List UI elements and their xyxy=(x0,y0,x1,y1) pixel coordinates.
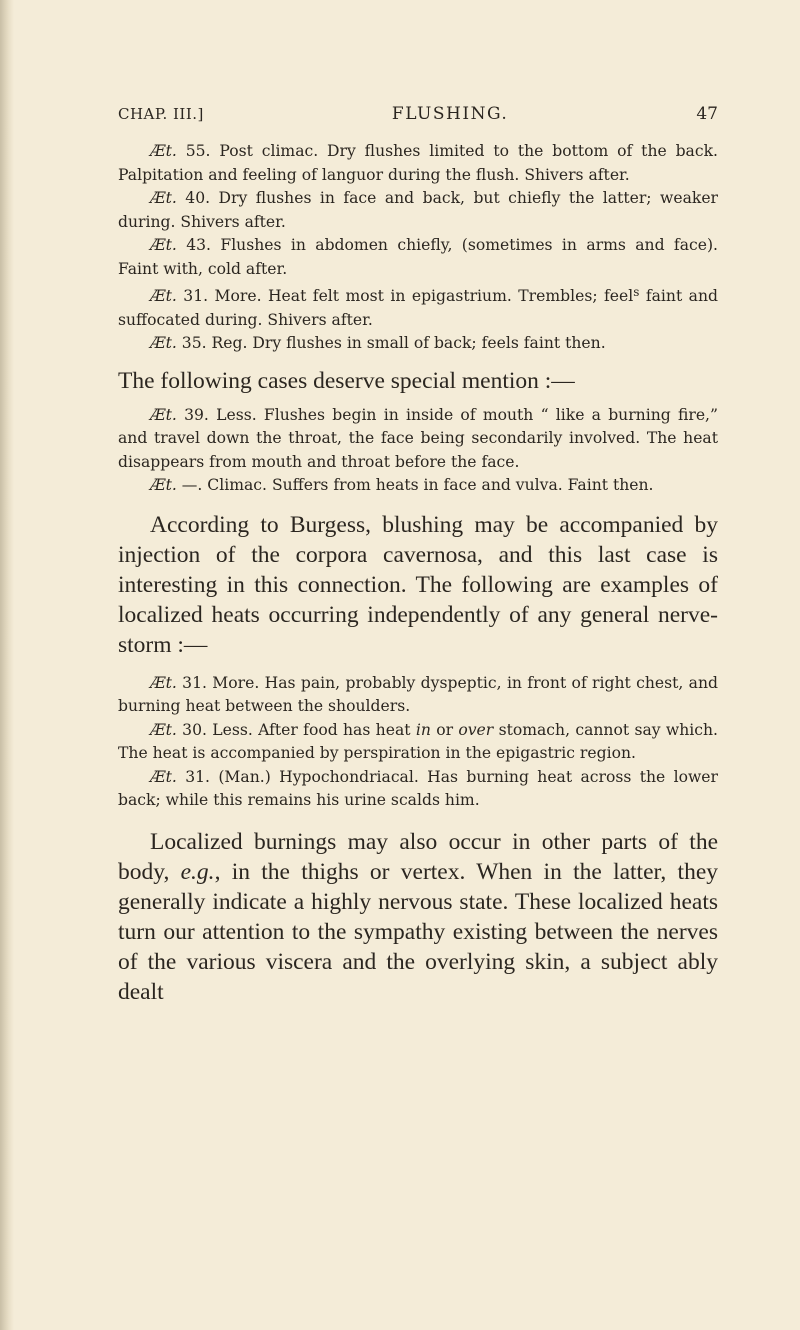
case-tag: Æt. xyxy=(150,142,177,160)
case-tag: Æt. xyxy=(150,405,177,424)
case-text: 55. Post climac. Dry flushes limited to the bottom of the back. Palpitation and feeling of languor during the flush. Shivers after. xyxy=(118,142,718,184)
page-binding-shadow xyxy=(0,0,14,1330)
case-text: 43. Flushes in abdomen chiefly, (sometimes in arms and face). Faint with, cold after. xyxy=(118,236,718,278)
case-text: 30. Less. After food has heat xyxy=(176,720,416,739)
case-text-sup: s xyxy=(633,285,640,299)
case-tag: Æt. xyxy=(150,476,177,494)
case-text: faint and suffocated during. Shivers after. xyxy=(118,287,718,329)
case-entry xyxy=(118,140,718,187)
page-number: 47 xyxy=(696,104,718,124)
case-text: or xyxy=(430,720,459,739)
case-tag: Æt. xyxy=(150,236,177,254)
running-header xyxy=(118,104,718,130)
case-entry xyxy=(118,474,718,498)
case-entry xyxy=(118,281,718,332)
paragraph-emphasis: e.g. xyxy=(180,858,215,885)
case-tag: Æt. xyxy=(150,189,177,207)
case-list-1 xyxy=(118,140,718,356)
paragraph-text: Localized burnings may also occur in other parts of the body, xyxy=(118,828,718,885)
case-text: 39. Less. Flushes begin in inside of mouth “ like a burning fire,” and travel down the throat, the face being secondarily involved. The heat disappears from mouth and throat before the face. xyxy=(118,405,718,471)
case-tag: Æt. xyxy=(150,334,177,352)
case-entry xyxy=(118,404,718,475)
case-text: stomach, cannot say which. The heat is accompanied by perspiration in the epigastric region. xyxy=(118,720,718,762)
case-emphasis: over xyxy=(458,720,494,739)
case-entry xyxy=(118,332,718,356)
case-text: 31. (Man.) Hypochondriacal. Has burning heat across the lower back; while this remains his urine scalds him. xyxy=(118,767,718,809)
case-tag: Æt. xyxy=(150,673,177,692)
case-entry xyxy=(118,187,718,234)
case-text: 31. More. Heat felt most in epigastrium. Trembles; feel xyxy=(176,287,634,305)
case-tag: Æt. xyxy=(150,287,177,305)
paragraph-special-mention: The following cases deserve special mention :— xyxy=(118,367,575,394)
book-page xyxy=(118,104,718,1007)
chapter-label: CHAP. III.] xyxy=(118,105,204,123)
case-text: 31. More. Has pain, probably dyspeptic, in front of right chest, and burning heat between the shoulders. xyxy=(118,673,718,715)
case-entry xyxy=(118,234,718,281)
case-emphasis: in xyxy=(415,720,431,739)
case-text: 40. Dry flushes in face and back, but chiefly the latter; weaker during. Shivers after. xyxy=(118,189,718,231)
paragraph-localized-burnings xyxy=(118,827,718,1007)
case-tag: Æt. xyxy=(150,720,177,739)
case-entry xyxy=(118,719,718,766)
case-text: —. Climac. Suffers from heats in face and vulva. Faint then. xyxy=(176,476,654,494)
case-text: 35. Reg. Dry flushes in small of back; feels faint then. xyxy=(176,334,606,352)
page-title: FLUSHING. xyxy=(391,104,509,124)
case-entry xyxy=(118,766,718,813)
case-list-3 xyxy=(118,672,718,813)
paragraph-burgess: According to Burgess, blushing may be accompanied by injection of the corpora cavernosa, and this last case is interesting in this connection. The following are examples of localized heats occurring independently of any general nerve-storm :— xyxy=(118,511,718,658)
case-list-2 xyxy=(118,404,718,498)
case-entry xyxy=(118,672,718,719)
case-tag: Æt. xyxy=(150,767,177,786)
paragraph-text: , in the thighs or vertex. When in the latter, they generally indicate a highly nervous state. These localized heats turn our attention to the sympathy existing between the nerves of the various viscera and the overlying skin, a subject ably dealt xyxy=(118,858,719,1005)
